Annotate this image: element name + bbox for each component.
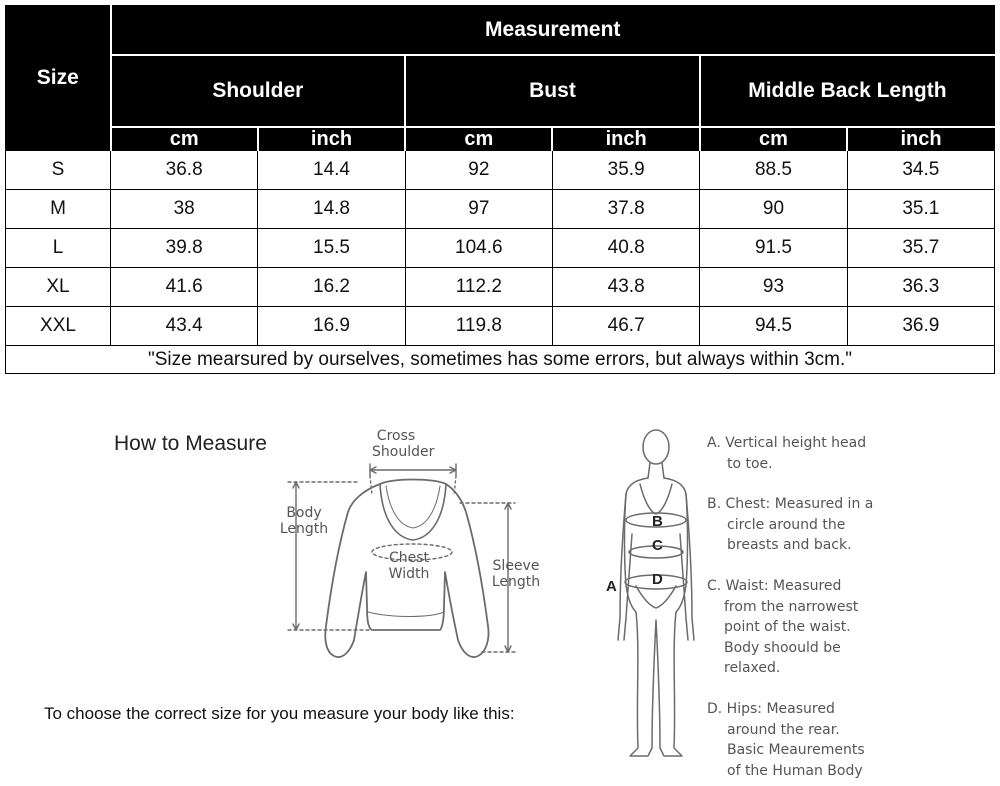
size-cell: M — [6, 190, 111, 229]
note-d: D. Hips: Measured around the rear. Basic Meaurements of the Human Body — [707, 701, 865, 779]
value-cell: 14.4 — [258, 151, 405, 190]
table-row — [6, 307, 995, 346]
value-cell: 43.8 — [552, 268, 699, 307]
value-cell: 35.1 — [847, 190, 994, 229]
table-row — [6, 190, 995, 229]
note-b: B. Chest: Measured in a circle around the breasts and back. — [707, 496, 874, 553]
size-chart-table — [5, 5, 995, 374]
value-cell: 36.9 — [847, 307, 994, 346]
sleeve-length-label: Sleeve Length — [491, 558, 541, 590]
unit-header: cm — [700, 127, 847, 151]
value-cell: 112.2 — [405, 268, 552, 307]
unit-header: inch — [258, 127, 405, 151]
value-cell: 36.8 — [111, 151, 258, 190]
table-row — [6, 151, 995, 190]
value-cell: 97 — [405, 190, 552, 229]
value-cell: 38 — [111, 190, 258, 229]
how-to-measure-title: How to Measure — [114, 432, 267, 455]
value-cell: 34.5 — [847, 151, 994, 190]
human-body-diagram — [600, 425, 700, 765]
measure-instruction-text: To choose the correct size for you measure your body like this: — [44, 704, 515, 723]
value-cell: 36.3 — [847, 268, 994, 307]
value-cell: 94.5 — [700, 307, 847, 346]
value-cell: 35.9 — [552, 151, 699, 190]
note-a: A. Vertical height head to toe. — [707, 435, 867, 472]
value-cell: 104.6 — [405, 229, 552, 268]
measurement-header: Measurement — [111, 6, 995, 56]
table-row — [6, 268, 995, 307]
unit-header: cm — [111, 127, 258, 151]
size-cell: S — [6, 151, 111, 190]
value-cell: 43.4 — [111, 307, 258, 346]
value-cell: 92 — [405, 151, 552, 190]
value-cell: 41.6 — [111, 268, 258, 307]
value-cell: 39.8 — [111, 229, 258, 268]
value-cell: 93 — [700, 268, 847, 307]
size-cell: XXL — [6, 307, 111, 346]
value-cell: 119.8 — [405, 307, 552, 346]
value-cell: 15.5 — [258, 229, 405, 268]
value-cell: 91.5 — [700, 229, 847, 268]
note-c: C. Waist: Measured from the narrowest point of the waist. Body shoould be relaxed. — [707, 578, 859, 676]
table-row — [6, 229, 995, 268]
unit-header: inch — [552, 127, 699, 151]
body-length-label: Body Length — [279, 505, 329, 537]
size-header: Size — [6, 6, 111, 151]
unit-header: cm — [405, 127, 552, 151]
value-cell: 16.2 — [258, 268, 405, 307]
letter-a: A — [606, 578, 617, 595]
size-cell: XL — [6, 268, 111, 307]
shoulder-header: Shoulder — [111, 55, 406, 127]
value-cell: 46.7 — [552, 307, 699, 346]
table-footnote: "Size mearsured by ourselves, sometimes has some errors, but always within 3cm." — [6, 346, 995, 374]
letter-c: C — [652, 537, 663, 554]
value-cell: 35.7 — [847, 229, 994, 268]
middle-back-length-header: Middle Back Length — [700, 55, 995, 127]
bust-header: Bust — [405, 55, 700, 127]
size-cell: L — [6, 229, 111, 268]
cross-shoulder-label: Cross Shoulder — [372, 428, 435, 460]
value-cell: 88.5 — [700, 151, 847, 190]
letter-b: B — [652, 513, 663, 530]
value-cell: 14.8 — [258, 190, 405, 229]
chest-width-label: Chest Width — [388, 550, 430, 582]
value-cell: 16.9 — [258, 307, 405, 346]
unit-header: inch — [847, 127, 994, 151]
value-cell: 40.8 — [552, 229, 699, 268]
value-cell: 37.8 — [552, 190, 699, 229]
head-outline — [643, 430, 669, 464]
letter-d: D — [652, 571, 663, 588]
value-cell: 90 — [700, 190, 847, 229]
